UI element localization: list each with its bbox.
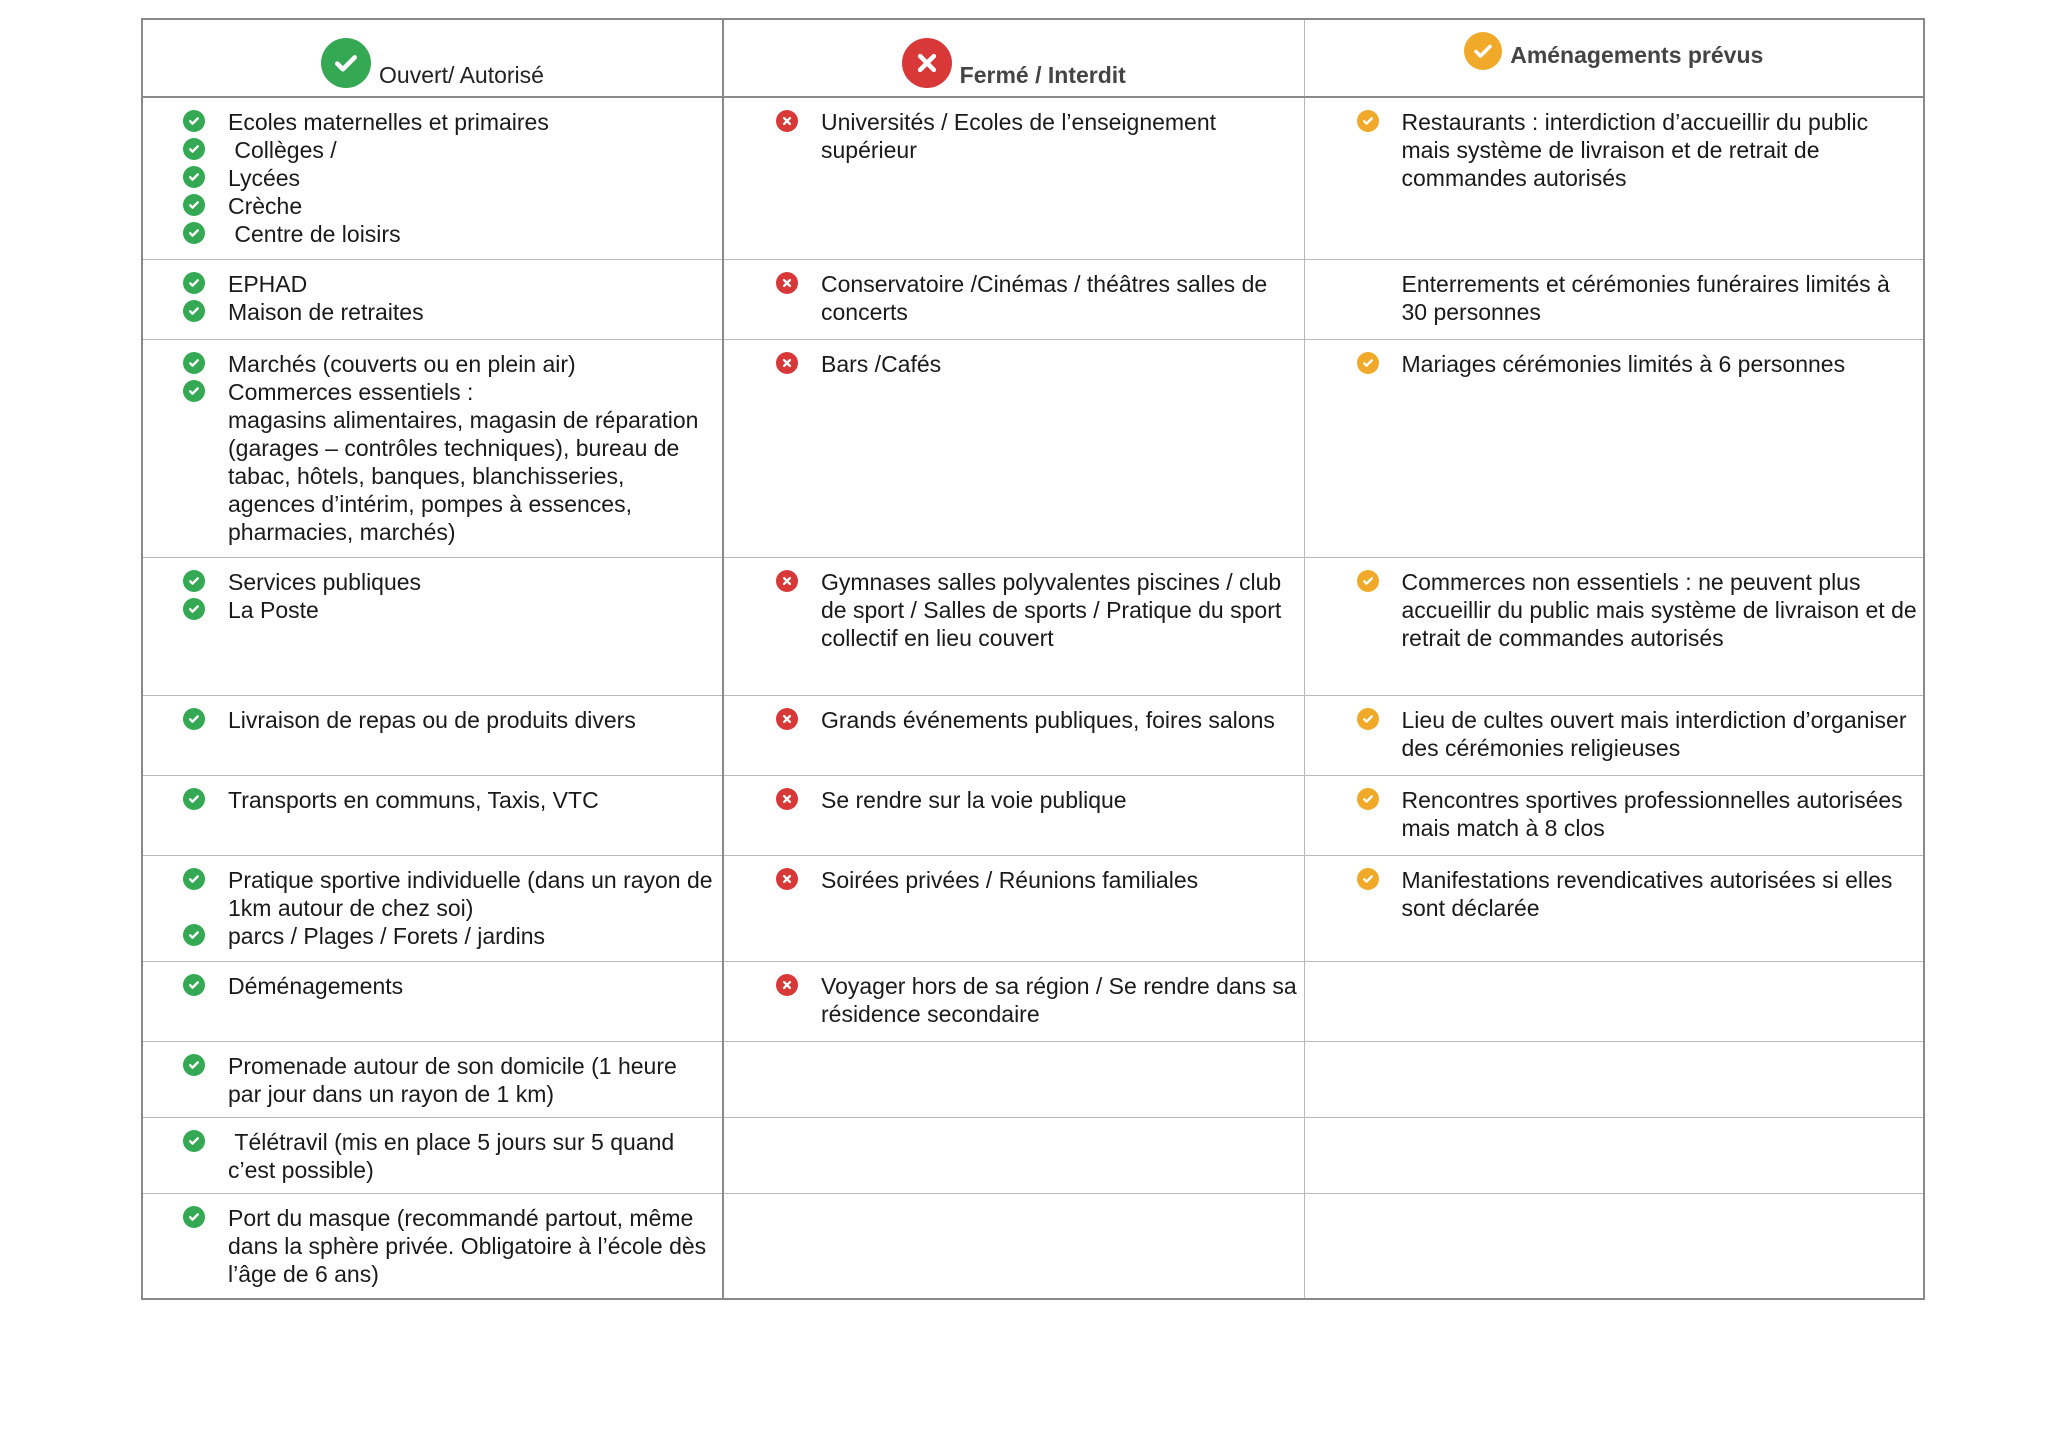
item-list — [1305, 1042, 1924, 1058]
check-circle-icon — [183, 194, 205, 216]
cell-closed — [723, 961, 1304, 1041]
cell-open — [142, 855, 723, 961]
item-list — [724, 856, 1304, 900]
item-list — [1305, 260, 1924, 332]
cell-adjust — [1304, 695, 1924, 775]
check-circle-icon — [183, 1130, 205, 1152]
item-list — [724, 1194, 1304, 1210]
table-row — [142, 557, 1924, 695]
check-circle-icon — [183, 598, 205, 620]
item-list — [143, 856, 722, 956]
list-item — [183, 568, 716, 596]
item-list — [724, 1118, 1304, 1134]
check-circle-icon — [183, 300, 205, 322]
item-list — [1305, 696, 1924, 768]
x-circle-icon — [776, 974, 798, 996]
check-circle-icon — [321, 38, 371, 88]
item-text: Conservatoire /Cinémas / théâtres salles de concerts — [821, 270, 1274, 325]
list-item — [183, 298, 716, 326]
item-list — [1305, 340, 1924, 384]
x-circle-icon — [776, 110, 798, 132]
list-item — [183, 1052, 716, 1108]
item-text: Grands événements publiques, foires salons — [821, 706, 1275, 733]
item-list — [143, 98, 722, 254]
x-circle-icon — [902, 38, 952, 88]
check-circle-icon — [183, 868, 205, 890]
measures-table — [141, 18, 1925, 1300]
list-item — [1357, 568, 1924, 652]
list-item — [183, 378, 716, 546]
table-row — [142, 97, 1924, 259]
list-item — [1357, 350, 1918, 378]
item-text: EPHAD — [228, 270, 308, 297]
check-circle-icon — [1357, 788, 1379, 810]
list-item — [183, 922, 716, 950]
cell-adjust — [1304, 259, 1924, 339]
item-text: Lieu de cultes ouvert mais interdiction d’organiser des cérémonies religieuses — [1401, 706, 1913, 761]
list-item — [776, 706, 1298, 734]
list-item — [776, 108, 1298, 164]
check-circle-icon — [183, 138, 205, 160]
cell-closed — [723, 1117, 1304, 1193]
item-text: Maison de retraites — [228, 298, 424, 325]
item-list — [143, 558, 722, 630]
item-text: Manifestations revendicatives autorisées si elles sont déclarée — [1401, 866, 1899, 921]
cell-open — [142, 695, 723, 775]
item-text: Commerces non essentiels : ne peuvent plus accueillir du public mais système de livraison et de retrait de commandes autorisés — [1401, 568, 1924, 651]
table-row — [142, 961, 1924, 1041]
item-list — [1305, 98, 1924, 198]
list-item — [776, 350, 1298, 378]
check-circle-icon — [183, 974, 205, 996]
cell-adjust — [1304, 855, 1924, 961]
cell-open — [142, 775, 723, 855]
table-row — [142, 695, 1924, 775]
item-list — [1305, 1194, 1924, 1210]
item-list — [143, 1118, 722, 1190]
check-circle-icon — [1357, 110, 1379, 132]
check-circle-icon — [183, 924, 205, 946]
cell-adjust — [1304, 1193, 1924, 1299]
check-circle-icon — [183, 380, 205, 402]
check-circle-icon — [183, 222, 205, 244]
list-item — [183, 164, 716, 192]
header-open-label: Ouvert/ Autorisé — [379, 62, 544, 88]
header-open — [142, 19, 723, 97]
table-row — [142, 775, 1924, 855]
x-circle-icon — [776, 272, 798, 294]
item-text: Ecoles maternelles et primaires — [228, 109, 549, 135]
cell-adjust — [1304, 97, 1924, 259]
measures-table-container — [141, 18, 1923, 1300]
table-row — [142, 339, 1924, 557]
check-circle-icon — [1464, 32, 1502, 70]
item-list — [724, 962, 1304, 1034]
check-circle-icon — [183, 166, 205, 188]
item-list — [724, 260, 1304, 332]
item-text: Livraison de repas ou de produits divers — [228, 706, 636, 733]
item-list — [724, 98, 1304, 170]
list-item — [776, 786, 1298, 814]
cell-adjust — [1304, 557, 1924, 695]
item-list — [724, 776, 1304, 820]
cell-open — [142, 97, 723, 259]
cell-closed — [723, 97, 1304, 259]
x-circle-icon — [776, 868, 798, 890]
item-text: Collèges / — [228, 137, 337, 163]
table-body — [142, 97, 1924, 1299]
item-text: Mariages cérémonies limités à 6 personnes — [1401, 350, 1846, 377]
list-item — [183, 786, 716, 814]
item-list — [143, 776, 722, 820]
item-list — [1305, 1118, 1924, 1134]
check-circle-icon — [1357, 570, 1379, 592]
x-circle-icon — [776, 352, 798, 374]
table-row — [142, 1041, 1924, 1117]
item-text: Port du masque (recommandé partout, même dans la sphère privée. Obligatoire à l’école dès l’âge de 6 ans) — [228, 1204, 713, 1287]
check-circle-icon — [183, 272, 205, 294]
item-list — [724, 340, 1304, 384]
item-list — [1305, 776, 1924, 848]
check-circle-icon — [183, 570, 205, 592]
header-adjust-label: Aménagements prévus — [1510, 42, 1764, 68]
item-text: Services publiques — [228, 568, 422, 595]
item-list — [1305, 962, 1924, 978]
item-text: Marchés (couverts ou en plein air) — [228, 350, 576, 377]
item-list — [1305, 558, 1924, 658]
cell-closed — [723, 775, 1304, 855]
cell-open — [142, 259, 723, 339]
x-circle-icon — [776, 570, 798, 592]
item-text: Centre de loisirs — [228, 221, 401, 247]
cell-adjust — [1304, 1117, 1924, 1193]
cell-closed — [723, 339, 1304, 557]
item-text: Télétravil (mis en place 5 jours sur 5 quand c’est possible) — [228, 1128, 681, 1183]
check-circle-icon — [1357, 708, 1379, 730]
cell-closed — [723, 259, 1304, 339]
cell-adjust — [1304, 339, 1924, 557]
table-header-row — [142, 19, 1924, 97]
cell-open — [142, 961, 723, 1041]
cell-closed — [723, 1193, 1304, 1299]
check-circle-icon — [1357, 352, 1379, 374]
item-text: Se rendre sur la voie publique — [821, 786, 1127, 813]
item-text: Rencontres sportives professionnelles autorisées mais match à 8 clos — [1401, 786, 1910, 841]
cell-closed — [723, 557, 1304, 695]
item-text: parcs / Plages / Forets / jardins — [228, 922, 546, 949]
list-item — [776, 972, 1304, 1028]
item-list — [143, 962, 722, 1006]
item-text: Lycées — [228, 165, 301, 191]
list-item — [183, 972, 716, 1000]
check-circle-icon — [1357, 868, 1379, 890]
item-list — [143, 696, 722, 740]
item-text: Soirées privées / Réunions familiales — [821, 866, 1199, 893]
list-item — [183, 350, 716, 378]
check-circle-icon — [183, 708, 205, 730]
list-item — [1357, 786, 1918, 842]
item-list — [1305, 856, 1924, 928]
list-item — [183, 220, 716, 248]
item-text: Gymnases salles polyvalentes piscines / club de sport / Salles de sports / Pratique du sport collectif en lieu couvert — [821, 568, 1288, 651]
item-text: Bars /Cafés — [821, 350, 942, 377]
check-circle-icon — [183, 1206, 205, 1228]
list-item — [183, 108, 716, 136]
x-circle-icon — [776, 708, 798, 730]
cell-open — [142, 339, 723, 557]
list-item — [183, 866, 719, 922]
cell-open — [142, 557, 723, 695]
cell-closed — [723, 855, 1304, 961]
header-closed-label: Fermé / Interdit — [959, 62, 1126, 88]
item-list — [143, 260, 722, 332]
item-list — [724, 696, 1304, 740]
list-item — [1357, 866, 1918, 922]
cell-adjust — [1304, 775, 1924, 855]
header-closed — [723, 19, 1304, 97]
item-text: Voyager hors de sa région / Se rendre dans sa résidence secondaire — [821, 972, 1304, 1027]
list-item — [1357, 270, 1918, 326]
list-item — [1357, 108, 1918, 192]
cell-open — [142, 1041, 723, 1117]
item-text: La Poste — [228, 596, 319, 623]
cell-closed — [723, 695, 1304, 775]
check-circle-icon — [183, 1054, 205, 1076]
list-item — [183, 596, 716, 624]
list-item — [776, 866, 1298, 894]
list-item — [776, 270, 1298, 326]
list-item — [183, 706, 716, 734]
check-circle-icon — [183, 110, 205, 132]
item-text: Crèche — [228, 193, 303, 219]
cell-open — [142, 1117, 723, 1193]
item-list — [143, 1042, 722, 1114]
table-row — [142, 855, 1924, 961]
item-text: Pratique sportive individuelle (dans un rayon de 1km autour de chez soi) — [228, 866, 719, 921]
item-list — [724, 1042, 1304, 1058]
cell-adjust — [1304, 1041, 1924, 1117]
item-list — [143, 1194, 722, 1294]
table-row — [142, 1117, 1924, 1193]
list-item — [776, 568, 1298, 652]
check-circle-icon — [183, 788, 205, 810]
header-adjust — [1304, 19, 1924, 97]
item-text: Commerces essentiels : magasins alimentaires, magasin de réparation (garages – contrôles techniques), bureau de tabac, hôtels, banques, blanchisseries, agences d’intérim, pompes à essences, pharmacies, marchés) — [228, 378, 699, 545]
cell-adjust — [1304, 961, 1924, 1041]
item-text: Restaurants : interdiction d’accueillir du public mais système de livraison et de retrait de commandes autorisés — [1401, 109, 1875, 191]
list-item — [183, 1204, 716, 1288]
item-text: Déménagements — [228, 972, 404, 999]
list-item — [183, 270, 716, 298]
check-circle-icon — [183, 352, 205, 374]
list-item — [183, 192, 716, 220]
item-text: Transports en communs, Taxis, VTC — [228, 786, 599, 813]
table-row — [142, 1193, 1924, 1299]
item-text: Promenade autour de son domicile (1 heure par jour dans un rayon de 1 km) — [228, 1052, 684, 1107]
table-row — [142, 259, 1924, 339]
item-list — [143, 340, 722, 552]
list-item — [183, 1128, 716, 1184]
x-circle-icon — [776, 788, 798, 810]
list-item — [183, 136, 716, 164]
cell-open — [142, 1193, 723, 1299]
item-text: Universités / Ecoles de l’enseignement supérieur — [821, 109, 1223, 163]
cell-closed — [723, 1041, 1304, 1117]
item-text: Enterrements et cérémonies funéraires limités à 30 personnes — [1401, 270, 1897, 325]
item-list — [724, 558, 1304, 658]
list-item — [1357, 706, 1918, 762]
